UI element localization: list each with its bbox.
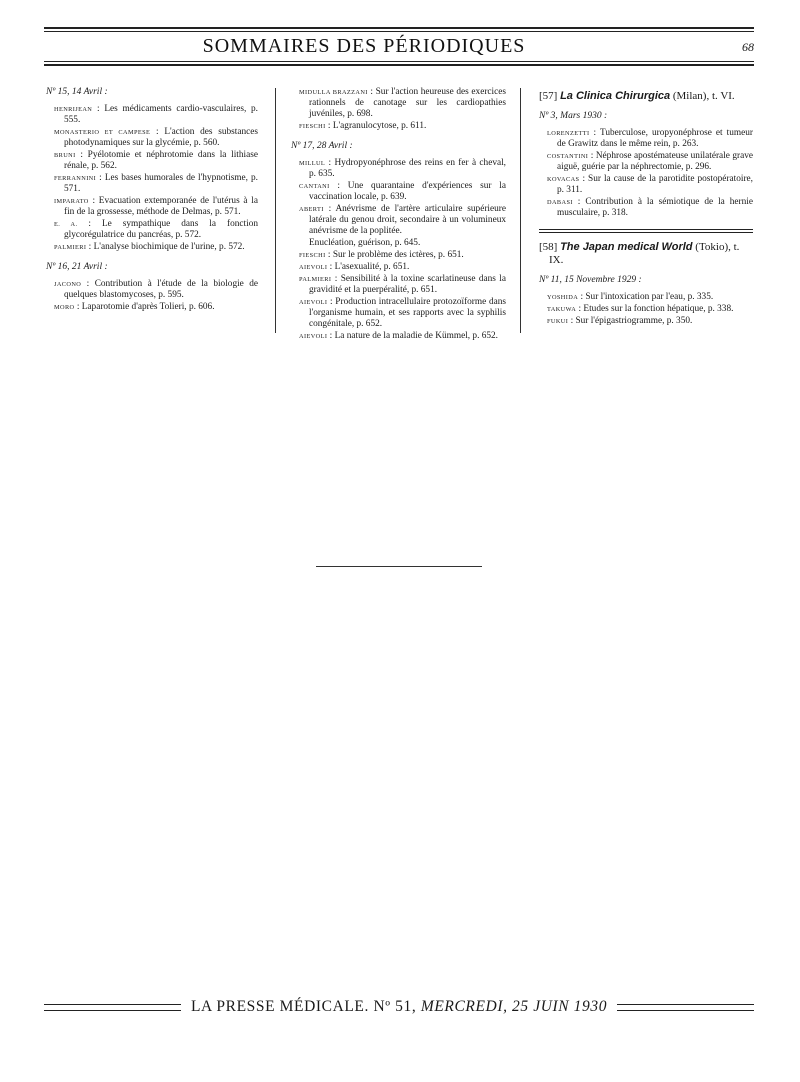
header-rule-top bbox=[44, 27, 754, 29]
footer-text bbox=[181, 998, 617, 1016]
list-item: MONASTERIO ET CAMPESE : L'action des substances photodynamiques sur la glycémie, p. 560. bbox=[54, 127, 258, 148]
footer-rule-right bbox=[617, 1004, 754, 1011]
article-title: Les bases humorales de l'hypnotisme, p. 571. bbox=[64, 173, 259, 194]
list-item: FIESCHI : L'agranulocytose, p. 611. bbox=[299, 121, 427, 131]
article-title: Sensibilité à la toxine scarlatineuse dans la gravidité et la puerpéralité, p. 651. bbox=[309, 274, 506, 295]
issue-number: Nº 51, bbox=[373, 998, 417, 1015]
author: AIEVOLI bbox=[299, 264, 328, 271]
journal-number: [57] bbox=[539, 90, 558, 102]
author: CANTANI bbox=[299, 183, 330, 190]
author: KOVACAS bbox=[547, 176, 580, 183]
list-item: AIEVOLI : La nature de la maladie de Kümmel, p. 652. bbox=[299, 331, 498, 341]
author: BRUNI bbox=[54, 152, 76, 159]
author: PALMIERI bbox=[54, 244, 87, 251]
page-number: 68 bbox=[742, 40, 754, 54]
author: MONASTERIO ET CAMPESE bbox=[54, 129, 151, 136]
header-rule-bottom-inner bbox=[44, 61, 754, 62]
list-item: KOVACAS : Sur la cause de la parotidite postopératoire, p. 311. bbox=[547, 174, 753, 195]
article-title: L'agranulocytose, p. 611. bbox=[332, 121, 427, 131]
article-title: Sur l'action heureuse des exercices rationnels de canotage sur les cardiopathies juvéniles, p. 698. bbox=[309, 87, 506, 119]
journal-number: [58] bbox=[539, 241, 558, 253]
article-title: Hydropyonéphrose des reins en fer à cheval, p. 635. bbox=[309, 158, 506, 179]
article-title: Une quarantaine d'expériences sur la vaccination locale, p. 639. bbox=[309, 181, 506, 202]
journal-title: La Clinica Chirurgica bbox=[560, 90, 671, 102]
footer-rule-left bbox=[44, 1004, 181, 1011]
article-title: L'action des substances photodynamiques sur la glycémie, p. 560. bbox=[64, 127, 258, 148]
author: PALMIERI bbox=[299, 276, 332, 283]
issue-heading: Nº 17, 28 Avril : bbox=[291, 141, 353, 151]
author: TAKUWA bbox=[547, 306, 577, 313]
author: IMPARATO bbox=[54, 198, 89, 205]
publication-date: MERCREDI, 25 JUIN 1930 bbox=[420, 998, 608, 1015]
journal-details: (Milan), t. VI. bbox=[672, 90, 735, 102]
list-item: BRUNI : Pyélotomie et néphrotomie dans la lithiase rénale, p. 562. bbox=[54, 150, 258, 171]
article-title: Production intracellulaire protozoïforme dans l'organisme humain, et ses rapports avec la syphilis congénitale, p. 652. bbox=[309, 297, 506, 329]
publication-name: LA PRESSE MÉDICALE. bbox=[190, 998, 369, 1015]
article-title: L'analyse biochimique de l'urine, p. 572. bbox=[93, 242, 245, 252]
header-rule-bottom bbox=[44, 64, 754, 66]
author: MIDULLA BRAZZANI bbox=[299, 89, 368, 96]
article-title: Sur l'intoxication par l'eau, p. 335. bbox=[585, 292, 714, 302]
list-item: AIEVOLI : L'asexualité, p. 651. bbox=[299, 262, 410, 272]
article-title: Sur l'épigastriogramme, p. 350. bbox=[575, 316, 693, 326]
column-divider-right bbox=[520, 88, 521, 333]
author: AIEVOLI bbox=[299, 333, 328, 340]
article-title: Le sympathique dans la fonction glycorégulatrice du pancréas, p. 572. bbox=[64, 219, 258, 240]
column-1 bbox=[46, 87, 258, 314]
list-item: ABERTI : Anévrisme de l'artère articulaire supérieure latérale du genou droit, secondaire à un volumineux anévrisme de la poplitée. bbox=[299, 204, 507, 236]
article-title: Sur le problème des ictères, p. 651. bbox=[332, 250, 464, 260]
footer bbox=[44, 996, 754, 1018]
journal-separator bbox=[539, 229, 753, 233]
article-title: Les médicaments cardio-vasculaires, p. 555. bbox=[64, 104, 259, 125]
list-item: FIESCHI : Sur le problème des ictères, p. 651. bbox=[299, 250, 464, 260]
article-title: Etudes sur la fonction hépatique, p. 338. bbox=[583, 304, 734, 314]
author: MORO bbox=[54, 304, 75, 311]
column-divider-left bbox=[275, 88, 276, 333]
list-item: TAKUWA : Etudes sur la fonction hépatique, p. 338. bbox=[547, 304, 734, 314]
list-item: YOSHIDA : Sur l'intoxication par l'eau, p. 335. bbox=[547, 292, 714, 302]
list-item: JACONO : Contribution à l'étude de la biologie de quelques blastomycoses, p. 595. bbox=[54, 279, 258, 300]
column-3 bbox=[539, 87, 753, 328]
article-title: L'asexualité, p. 651. bbox=[334, 262, 410, 272]
article-title: Contribution à la sémiotique de la hernie musculaire, p. 318. bbox=[557, 197, 754, 218]
list-item: COSTANTINI : Néphrose apostémateuse unilatérale grave aiguë, guérie par la néphrectomie, p. 296. bbox=[547, 151, 754, 172]
list-item: E. A. : Le sympathique dans la fonction glycorégulatrice du pancréas, p. 572. bbox=[54, 219, 258, 240]
article-title: Tuberculose, uropyonéphrose et tumeur de Grawitz dans le même rein, p. 263. bbox=[557, 128, 753, 149]
author: ABERTI bbox=[299, 206, 324, 213]
author: YOSHIDA bbox=[547, 294, 579, 301]
author: E. A. bbox=[54, 221, 78, 228]
list-item: IMPARATO : Evacuation extemporanée de l'utérus à la fin de la grossesse, méthode de Delmas, p. 571. bbox=[54, 196, 258, 217]
author: MILLUL bbox=[299, 160, 326, 167]
list-item: PALMIERI : Sensibilité à la toxine scarlatineuse dans la gravidité et la puerpéralité, p. 651. bbox=[299, 274, 506, 295]
article-title: Néphrose apostémateuse unilatérale grave aiguë, guérie par la néphrectomie, p. 296. bbox=[557, 151, 754, 172]
issue-heading: Nº 11, 15 Novembre 1929 : bbox=[539, 275, 642, 285]
column-2 bbox=[291, 87, 506, 343]
list-item: AIEVOLI : Production intracellulaire protozoïforme dans l'organisme humain, et ses rapports avec la syphilis congénitale, p. 652. bbox=[299, 297, 506, 329]
issue-heading: Nº 15, 14 Avril : bbox=[46, 87, 108, 97]
header-rule-top-inner bbox=[44, 31, 754, 32]
author: FIESCHI bbox=[299, 123, 326, 130]
author: FIESCHI bbox=[299, 252, 326, 259]
article-title: La nature de la maladie de Kümmel, p. 652. bbox=[334, 331, 498, 341]
journal-details: (Tokio), t. IX. bbox=[549, 241, 740, 266]
list-item: FERRANNINI : Les bases humorales de l'hypnotisme, p. 571. bbox=[54, 173, 259, 194]
article-title: Contribution à l'étude de la biologie de quelques blastomycoses, p. 595. bbox=[64, 279, 258, 300]
article-title: Sur la cause de la parotidite postopératoire, p. 311. bbox=[557, 174, 753, 195]
journal-heading bbox=[539, 241, 753, 267]
author: JACONO bbox=[54, 281, 82, 288]
page-title: SOMMAIRES DES PÉRIODIQUES bbox=[202, 35, 526, 57]
journal-heading bbox=[539, 90, 753, 103]
list-item: DABASI : Contribution à la sémiotique de la hernie musculaire, p. 318. bbox=[547, 197, 754, 218]
article-title: Evacuation extemporanée de l'utérus à la fin de la grossesse, méthode de Delmas, p. 571. bbox=[64, 196, 258, 217]
author: HENRIJEAN bbox=[54, 106, 93, 113]
list-item: FUKUI : Sur l'épigastriogramme, p. 350. bbox=[547, 316, 693, 326]
section-divider bbox=[316, 566, 482, 567]
issue-heading: Nº 3, Mars 1930 : bbox=[539, 111, 608, 121]
author: LORENZETTI bbox=[547, 130, 590, 137]
list-item-continuation: Enucléation, guérison, p. 645. bbox=[309, 238, 421, 248]
author: DABASI bbox=[547, 199, 573, 206]
article-title: Laparotomie d'après Tolieri, p. 606. bbox=[81, 302, 215, 312]
issue-heading: Nº 16, 21 Avril : bbox=[46, 262, 108, 272]
author: FUKUI bbox=[547, 318, 569, 325]
article-title: Anévrisme de l'artère articulaire supérieure latérale du genou droit, secondaire à un volumineux anévrisme de la poplitée. bbox=[309, 204, 507, 236]
list-item: MORO : Laparotomie d'après Tolieri, p. 606. bbox=[54, 302, 215, 312]
list-item: CANTANI : Une quarantaine d'expériences sur la vaccination locale, p. 639. bbox=[299, 181, 506, 202]
author: AIEVOLI bbox=[299, 299, 328, 306]
list-item: LORENZETTI : Tuberculose, uropyonéphrose et tumeur de Grawitz dans le même rein, p. 263. bbox=[547, 128, 753, 149]
list-item: HENRIJEAN : Les médicaments cardio-vasculaires, p. 555. bbox=[54, 104, 259, 125]
list-item: MIDULLA BRAZZANI : Sur l'action heureuse des exercices rationnels de canotage sur les cardiopathies juvéniles, p. 698. bbox=[299, 87, 506, 119]
author: COSTANTINI bbox=[547, 153, 589, 160]
article-title: Pyélotomie et néphrotomie dans la lithiase rénale, p. 562. bbox=[64, 150, 258, 171]
list-item: PALMIERI : L'analyse biochimique de l'urine, p. 572. bbox=[54, 242, 245, 252]
author: FERRANNINI bbox=[54, 175, 97, 182]
list-item: MILLUL : Hydropyonéphrose des reins en fer à cheval, p. 635. bbox=[299, 158, 506, 179]
journal-title: The Japan medical World bbox=[560, 241, 693, 253]
